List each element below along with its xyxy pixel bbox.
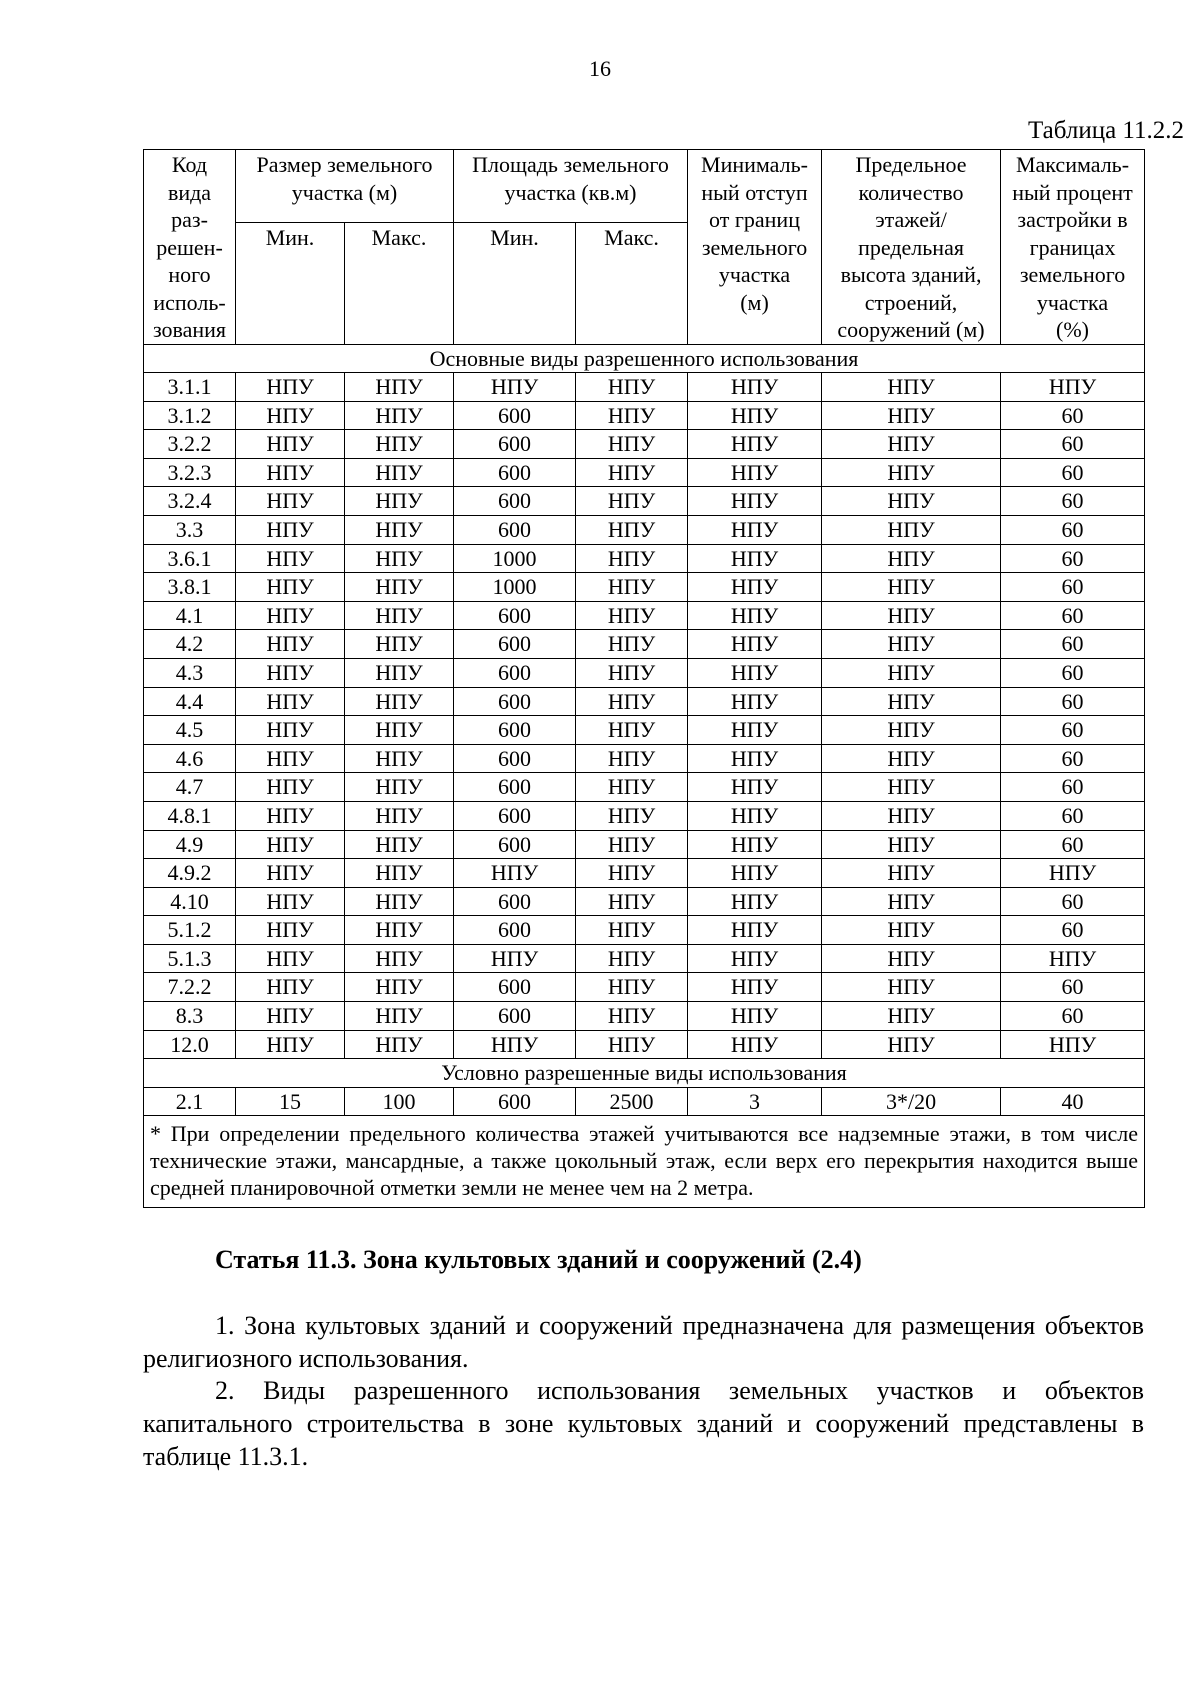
table-cell: 5.1.3 bbox=[144, 944, 236, 973]
header-line: зования bbox=[152, 317, 227, 342]
table-cell: НПУ bbox=[576, 430, 688, 459]
table-cell: НПУ bbox=[822, 773, 1001, 802]
table-cell: 3.1.1 bbox=[144, 373, 236, 402]
table-cell: 600 bbox=[454, 630, 576, 659]
header-line: предельная bbox=[858, 234, 964, 260]
table-row bbox=[144, 830, 1145, 859]
table-cell: 60 bbox=[1001, 630, 1145, 659]
table-row bbox=[144, 744, 1145, 773]
table-row bbox=[144, 716, 1145, 745]
table-cell: НПУ bbox=[236, 601, 345, 630]
table-row bbox=[144, 944, 1145, 973]
table-cell: НПУ bbox=[688, 887, 822, 916]
header-line: этажей/ bbox=[875, 207, 947, 232]
table-cell: 7.2.2 bbox=[144, 973, 236, 1002]
table-cell: 8.3 bbox=[144, 1002, 236, 1031]
table-cell: НПУ bbox=[345, 1030, 454, 1059]
table-cell: НПУ bbox=[822, 458, 1001, 487]
table-cell: НПУ bbox=[345, 687, 454, 716]
table-cell: НПУ bbox=[1001, 373, 1145, 402]
table-cell: НПУ bbox=[822, 573, 1001, 602]
table-row bbox=[144, 630, 1145, 659]
table-cell: НПУ bbox=[822, 658, 1001, 687]
table-cell: НПУ bbox=[236, 1002, 345, 1031]
header-size-max: Макс. bbox=[345, 222, 454, 344]
table-cell: НПУ bbox=[688, 515, 822, 544]
table-cell: НПУ bbox=[576, 630, 688, 659]
table-cell: НПУ bbox=[576, 973, 688, 1002]
table-cell: НПУ bbox=[576, 744, 688, 773]
table-row bbox=[144, 601, 1145, 630]
table-cell: 12.0 bbox=[144, 1030, 236, 1059]
table-cell: НПУ bbox=[236, 544, 345, 573]
table-cell: НПУ bbox=[688, 630, 822, 659]
table-cell: 1000 bbox=[454, 573, 576, 602]
table-cell: 60 bbox=[1001, 773, 1145, 802]
table-cell: НПУ bbox=[576, 859, 688, 888]
header-floors bbox=[822, 150, 1001, 345]
table-row bbox=[144, 458, 1145, 487]
table-cell: НПУ bbox=[236, 887, 345, 916]
table-cell: НПУ bbox=[454, 944, 576, 973]
header-line: участка (м) bbox=[291, 179, 398, 205]
table-cell: НПУ bbox=[576, 801, 688, 830]
table-cell: НПУ bbox=[576, 373, 688, 402]
table-cell: 600 bbox=[454, 830, 576, 859]
header-line: Максималь- bbox=[1015, 152, 1130, 177]
table-cell: НПУ bbox=[576, 1002, 688, 1031]
table-cell: НПУ bbox=[236, 916, 345, 945]
table-cell: 4.4 bbox=[144, 687, 236, 716]
table-cell: НПУ bbox=[345, 544, 454, 573]
table-cell: 4.3 bbox=[144, 658, 236, 687]
table-cell: НПУ bbox=[236, 859, 345, 888]
header-line: границах bbox=[1029, 234, 1116, 260]
table-cell: НПУ bbox=[822, 916, 1001, 945]
table-cell: НПУ bbox=[236, 973, 345, 1002]
table-cell: 600 bbox=[454, 716, 576, 745]
header-size-group bbox=[236, 150, 454, 223]
header-line: участка bbox=[718, 262, 791, 287]
section-main-uses: Основные виды разрешенного использования bbox=[144, 344, 1145, 373]
table-cell: НПУ bbox=[236, 487, 345, 516]
table-cell: НПУ bbox=[345, 401, 454, 430]
table-cell: НПУ bbox=[236, 430, 345, 459]
table-cell: НПУ bbox=[236, 630, 345, 659]
table-cell: 2500 bbox=[576, 1087, 688, 1116]
table-cell: НПУ bbox=[822, 515, 1001, 544]
header-line: участка bbox=[1036, 289, 1109, 315]
header-coverage bbox=[1001, 150, 1145, 345]
table-cell: НПУ bbox=[345, 458, 454, 487]
table-cell: НПУ bbox=[822, 687, 1001, 716]
table-cell: НПУ bbox=[688, 373, 822, 402]
table-cell: НПУ bbox=[576, 1030, 688, 1059]
table-cell: НПУ bbox=[345, 773, 454, 802]
table-cell: 3.3 bbox=[144, 515, 236, 544]
table-cell: НПУ bbox=[576, 687, 688, 716]
table-cell: НПУ bbox=[345, 830, 454, 859]
table-cell: НПУ bbox=[236, 401, 345, 430]
table-cell: НПУ bbox=[688, 801, 822, 830]
header-line: строений, bbox=[864, 289, 958, 315]
table-cell: НПУ bbox=[345, 515, 454, 544]
table-cell: 600 bbox=[454, 744, 576, 773]
table-row bbox=[144, 801, 1145, 830]
section-conditional-uses: Условно разрешенные виды использования bbox=[144, 1059, 1145, 1088]
table-cell: НПУ bbox=[688, 601, 822, 630]
table-cell: НПУ bbox=[345, 601, 454, 630]
header-size-min: Мин. bbox=[236, 222, 345, 344]
header-line: раз- bbox=[171, 207, 208, 232]
table-cell: НПУ bbox=[688, 744, 822, 773]
header-line: ный отступ bbox=[701, 179, 808, 205]
table-cell: 60 bbox=[1001, 801, 1145, 830]
table-cell: НПУ bbox=[688, 859, 822, 888]
header-line: ный процент bbox=[1012, 179, 1133, 205]
table-cell: 60 bbox=[1001, 830, 1145, 859]
table-cell: НПУ bbox=[822, 716, 1001, 745]
table-cell: 3.6.1 bbox=[144, 544, 236, 573]
table-cell: НПУ bbox=[822, 887, 1001, 916]
table-row bbox=[144, 773, 1145, 802]
table-cell: НПУ bbox=[236, 373, 345, 402]
table-row bbox=[144, 430, 1145, 459]
header-code bbox=[144, 150, 236, 345]
table-cell: НПУ bbox=[345, 573, 454, 602]
table-cell: 60 bbox=[1001, 716, 1145, 745]
table-cell: НПУ bbox=[236, 830, 345, 859]
header-line: от границ bbox=[709, 207, 800, 232]
table-cell: НПУ bbox=[822, 487, 1001, 516]
header-line: Предельное bbox=[855, 152, 967, 177]
table-cell: НПУ bbox=[236, 773, 345, 802]
table-row bbox=[144, 887, 1145, 916]
table-cell: НПУ bbox=[345, 716, 454, 745]
table-cell: НПУ bbox=[454, 373, 576, 402]
table-cell: 4.1 bbox=[144, 601, 236, 630]
table-cell: НПУ bbox=[345, 744, 454, 773]
table-cell: НПУ bbox=[822, 859, 1001, 888]
table-cell: НПУ bbox=[454, 1030, 576, 1059]
header-line: земельного bbox=[701, 234, 808, 260]
table-cell: НПУ bbox=[822, 401, 1001, 430]
table-cell: НПУ bbox=[688, 773, 822, 802]
table-cell: 60 bbox=[1001, 544, 1145, 573]
table-row bbox=[144, 573, 1145, 602]
table-cell: НПУ bbox=[345, 916, 454, 945]
table-cell: 60 bbox=[1001, 1002, 1145, 1031]
table-cell: НПУ bbox=[822, 544, 1001, 573]
header-line: Размер земельного bbox=[256, 152, 433, 177]
regulations-table bbox=[143, 149, 1145, 1208]
table-cell: 600 bbox=[454, 973, 576, 1002]
paragraph-1-text: 1. Зона культовых зданий и сооружений предназначена для размещения объектов религиозного использования. bbox=[143, 1311, 1144, 1373]
table-row bbox=[144, 859, 1145, 888]
article-title: Статья 11.3. Зона культовых зданий и сооружений (2.4) bbox=[215, 1245, 862, 1274]
table-cell: 3.2.2 bbox=[144, 430, 236, 459]
table-cell: НПУ bbox=[576, 601, 688, 630]
table-cell: НПУ bbox=[576, 830, 688, 859]
header-line: земельного bbox=[1019, 262, 1126, 287]
table-cell: НПУ bbox=[688, 1002, 822, 1031]
table-cell: 4.7 bbox=[144, 773, 236, 802]
table-cell: НПУ bbox=[345, 630, 454, 659]
table-cell: 600 bbox=[454, 401, 576, 430]
table-cell: НПУ bbox=[236, 1030, 345, 1059]
table-row bbox=[144, 401, 1145, 430]
table-cell: НПУ bbox=[576, 916, 688, 945]
table-cell: 600 bbox=[454, 515, 576, 544]
table-cell: 60 bbox=[1001, 687, 1145, 716]
table-cell: НПУ bbox=[576, 658, 688, 687]
table-cell: НПУ bbox=[345, 887, 454, 916]
table-cell: 60 bbox=[1001, 458, 1145, 487]
table-cell: НПУ bbox=[345, 373, 454, 402]
header-line: Минималь- bbox=[701, 152, 808, 177]
table-cell: НПУ bbox=[822, 601, 1001, 630]
table-cell: 3.8.1 bbox=[144, 573, 236, 602]
table-row bbox=[144, 544, 1145, 573]
table-cell: НПУ bbox=[454, 859, 576, 888]
table-cell: 4.2 bbox=[144, 630, 236, 659]
table-cell: НПУ bbox=[576, 716, 688, 745]
table-cell: НПУ bbox=[688, 544, 822, 573]
paragraph-2 bbox=[143, 1374, 1144, 1473]
table-cell: НПУ bbox=[822, 973, 1001, 1002]
table-cell: НПУ bbox=[688, 716, 822, 745]
table-cell: 60 bbox=[1001, 744, 1145, 773]
table-cell: 60 bbox=[1001, 573, 1145, 602]
table-cell: НПУ bbox=[236, 458, 345, 487]
table-cell: 4.10 bbox=[144, 887, 236, 916]
table-row bbox=[144, 687, 1145, 716]
table-cell: НПУ bbox=[688, 687, 822, 716]
header-line: Площадь земельного bbox=[472, 152, 669, 177]
header-line: участка (кв.м) bbox=[504, 179, 637, 205]
table-row bbox=[144, 373, 1145, 402]
table-cell: 60 bbox=[1001, 601, 1145, 630]
table-cell: 4.5 bbox=[144, 716, 236, 745]
table-cell: 600 bbox=[454, 487, 576, 516]
rows-main bbox=[144, 373, 1145, 1059]
table-cell: НПУ bbox=[822, 1030, 1001, 1059]
table-cell: 600 bbox=[454, 916, 576, 945]
page-number: 16 bbox=[589, 56, 611, 81]
table-cell: НПУ bbox=[1001, 944, 1145, 973]
table-cell: 4.9 bbox=[144, 830, 236, 859]
table-cell: НПУ bbox=[345, 944, 454, 973]
table-row bbox=[144, 916, 1145, 945]
table-cell: 40 bbox=[1001, 1087, 1145, 1116]
header-line: количество bbox=[858, 179, 964, 205]
table-cell: 3*/20 bbox=[822, 1087, 1001, 1116]
table-cell: 600 bbox=[454, 430, 576, 459]
table-cell: 3 bbox=[688, 1087, 822, 1116]
table-cell: НПУ bbox=[345, 430, 454, 459]
table-cell: 600 bbox=[454, 458, 576, 487]
table-cell: НПУ bbox=[345, 1002, 454, 1031]
table-cell: НПУ bbox=[688, 401, 822, 430]
table-cell: НПУ bbox=[822, 373, 1001, 402]
table-cell: НПУ bbox=[822, 801, 1001, 830]
table-cell: НПУ bbox=[688, 430, 822, 459]
table-cell: НПУ bbox=[822, 830, 1001, 859]
table-cell: НПУ bbox=[345, 973, 454, 1002]
table-cell: 600 bbox=[454, 1002, 576, 1031]
table-cell: НПУ bbox=[576, 487, 688, 516]
table-cell: НПУ bbox=[576, 401, 688, 430]
table-cell: НПУ bbox=[688, 658, 822, 687]
table-cell: НПУ bbox=[345, 658, 454, 687]
header-setback bbox=[688, 150, 822, 345]
table-cell: НПУ bbox=[345, 859, 454, 888]
header-line: (м) bbox=[740, 289, 769, 315]
table-cell: 60 bbox=[1001, 658, 1145, 687]
header-line: решен- bbox=[156, 234, 223, 260]
table-cell: НПУ bbox=[1001, 1030, 1145, 1059]
table-cell: НПУ bbox=[576, 944, 688, 973]
table-cell: НПУ bbox=[688, 944, 822, 973]
table-cell: НПУ bbox=[576, 773, 688, 802]
table-cell: 60 bbox=[1001, 430, 1145, 459]
table-cell: НПУ bbox=[688, 573, 822, 602]
table-cell: 60 bbox=[1001, 916, 1145, 945]
table-cell: 3.2.4 bbox=[144, 487, 236, 516]
header-line: (%) bbox=[1056, 317, 1089, 342]
table-cell: НПУ bbox=[345, 487, 454, 516]
table-cell: НПУ bbox=[236, 687, 345, 716]
table-caption: Таблица 11.2.2 bbox=[1028, 117, 1184, 144]
table-cell: НПУ bbox=[822, 430, 1001, 459]
header-line: ного bbox=[168, 262, 211, 287]
table-cell: 600 bbox=[454, 658, 576, 687]
table-cell: НПУ bbox=[576, 458, 688, 487]
table-cell: НПУ bbox=[822, 630, 1001, 659]
table-cell: НПУ bbox=[576, 544, 688, 573]
table-cell: 60 bbox=[1001, 401, 1145, 430]
table-row bbox=[144, 973, 1145, 1002]
table-cell: НПУ bbox=[688, 458, 822, 487]
table-cell: НПУ bbox=[236, 716, 345, 745]
table-cell: 60 bbox=[1001, 887, 1145, 916]
table-cell: 600 bbox=[454, 687, 576, 716]
header-line: Код bbox=[171, 152, 208, 177]
table-cell: 600 bbox=[454, 1087, 576, 1116]
table-cell: НПУ bbox=[345, 801, 454, 830]
table-cell: НПУ bbox=[688, 1030, 822, 1059]
header-line: высота зданий, bbox=[840, 262, 982, 287]
table-cell: 3.1.2 bbox=[144, 401, 236, 430]
table-cell: 2.1 bbox=[144, 1087, 236, 1116]
table-cell: НПУ bbox=[236, 573, 345, 602]
paragraph-1 bbox=[143, 1309, 1144, 1375]
table-cell: 60 bbox=[1001, 515, 1145, 544]
paragraph-2-text: 2. Виды разрешенного использования земельных участков и объектов капитального строительства в зоне культовых зданий и сооружений представлены в таблице 11.3.1. bbox=[143, 1376, 1144, 1471]
header-area-group bbox=[454, 150, 688, 223]
header-area-max: Макс. bbox=[576, 222, 688, 344]
table-cell: НПУ bbox=[236, 658, 345, 687]
table-row bbox=[144, 515, 1145, 544]
table-cell: НПУ bbox=[1001, 859, 1145, 888]
table-cell: 3.2.3 bbox=[144, 458, 236, 487]
table-cell: 600 bbox=[454, 773, 576, 802]
table-cell: НПУ bbox=[688, 916, 822, 945]
table-cell: НПУ bbox=[236, 944, 345, 973]
table-cell: НПУ bbox=[822, 1002, 1001, 1031]
header-line: вида bbox=[167, 179, 212, 205]
table-cell: НПУ bbox=[576, 515, 688, 544]
table-cell: 100 bbox=[345, 1087, 454, 1116]
table-cell: 60 bbox=[1001, 487, 1145, 516]
table-row bbox=[144, 1002, 1145, 1031]
rows-conditional bbox=[144, 1087, 1145, 1116]
table-cell: НПУ bbox=[236, 801, 345, 830]
table-cell: НПУ bbox=[236, 744, 345, 773]
table-cell: 4.9.2 bbox=[144, 859, 236, 888]
table-cell: НПУ bbox=[576, 573, 688, 602]
table-cell: НПУ bbox=[688, 973, 822, 1002]
table-row bbox=[144, 487, 1145, 516]
table-row bbox=[144, 1087, 1145, 1116]
header-line: застройки в bbox=[1017, 207, 1128, 232]
table-cell: 60 bbox=[1001, 973, 1145, 1002]
table-cell: 15 bbox=[236, 1087, 345, 1116]
table-cell: НПУ bbox=[688, 487, 822, 516]
table-cell: НПУ bbox=[688, 830, 822, 859]
header-line: сооружений (м) bbox=[837, 317, 985, 342]
table-cell: 600 bbox=[454, 801, 576, 830]
table-cell: 5.1.2 bbox=[144, 916, 236, 945]
table-cell: НПУ bbox=[576, 887, 688, 916]
table-cell: НПУ bbox=[822, 744, 1001, 773]
table-cell: 600 bbox=[454, 601, 576, 630]
table-cell: НПУ bbox=[822, 944, 1001, 973]
table-row bbox=[144, 658, 1145, 687]
table-cell: НПУ bbox=[236, 515, 345, 544]
table-cell: 600 bbox=[454, 887, 576, 916]
table-cell: 4.8.1 bbox=[144, 801, 236, 830]
table-row bbox=[144, 1030, 1145, 1059]
table-footnote: * При определении предельного количества этажей учитываются все надземные этажи, в том числе технические этажи, мансардные, а также цокольный этаж, если верх его перекрытия находится выше средней планировочной отметки земли не менее чем на 2 метра. bbox=[144, 1116, 1145, 1208]
table-cell: 1000 bbox=[454, 544, 576, 573]
header-line: исполь- bbox=[153, 289, 226, 315]
table-cell: 4.6 bbox=[144, 744, 236, 773]
header-area-min: Мин. bbox=[454, 222, 576, 344]
